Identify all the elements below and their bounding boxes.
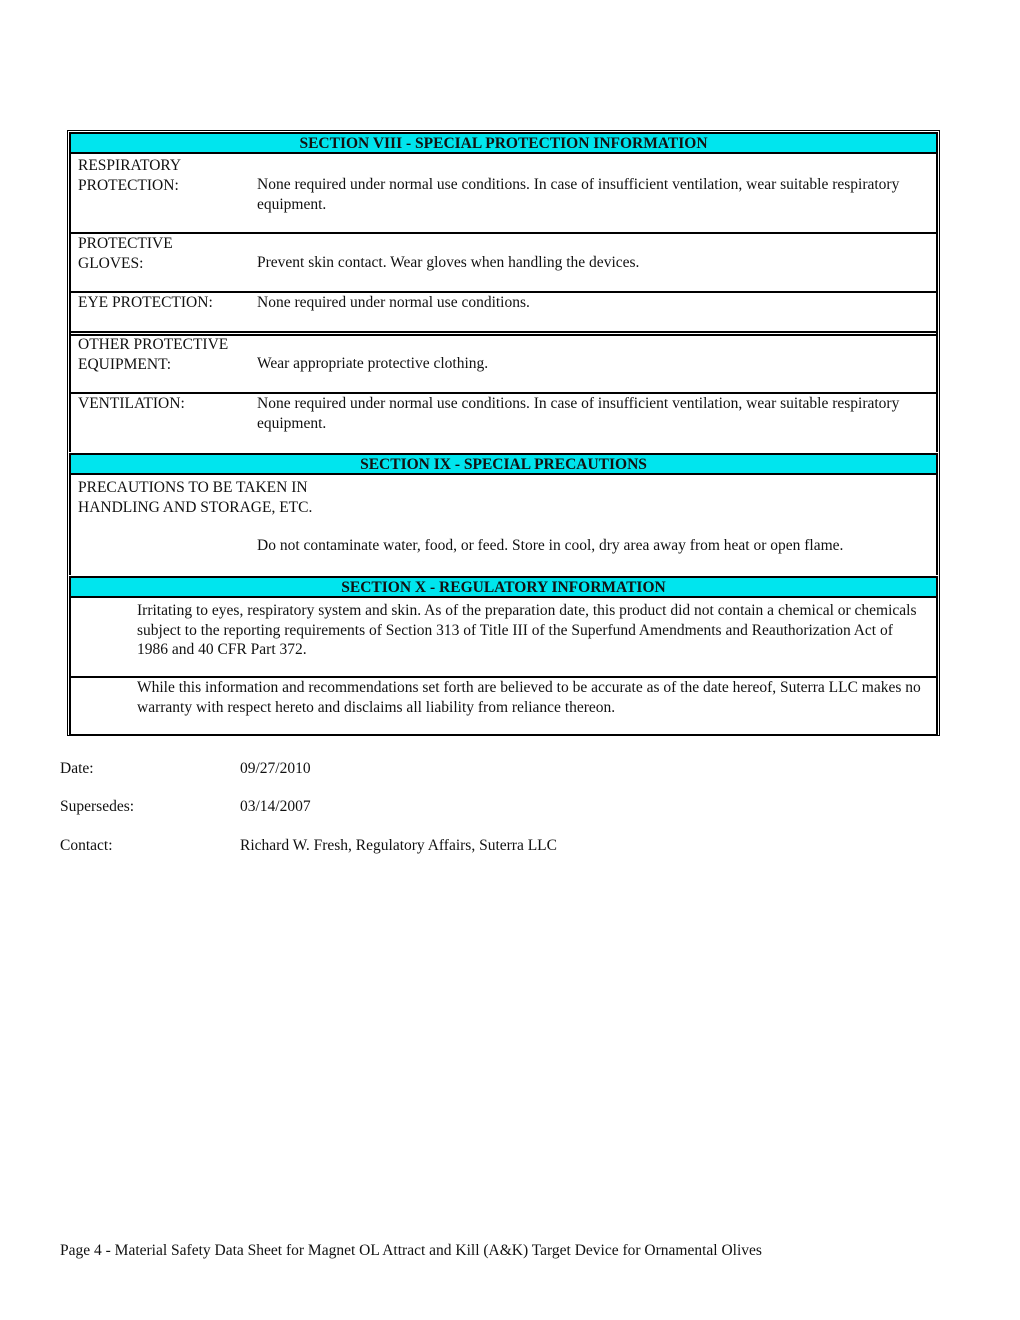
- eye-protection-value: None required under normal use conditions.: [257, 294, 530, 311]
- supersedes-value: 03/14/2007: [240, 798, 311, 815]
- date-value: 09/27/2010: [240, 760, 311, 777]
- ventilation-value: None required under normal use conditions. In case of insufficient ventilation, wear suitable respiratory equipment.: [257, 395, 900, 432]
- section-8-title: SECTION VIII - SPECIAL PROTECTION INFORMATION: [299, 135, 708, 152]
- section-10-title: SECTION X - REGULATORY INFORMATION: [341, 579, 666, 596]
- eye-protection-label: EYE PROTECTION:: [78, 294, 213, 311]
- ventilation-label: VENTILATION:: [78, 395, 185, 412]
- page-footer: Page 4 - Material Safety Data Sheet for Magnet OL Attract and Kill (A&K) Target Device for Ornamental Olives: [60, 1242, 762, 1259]
- respiratory-protection-value: None required under normal use conditions. In case of insufficient ventilation, wear suitable respiratory equipment.: [257, 176, 900, 213]
- section-8-header: [69, 132, 938, 154]
- disclaimer-paragraph: While this information and recommendations set forth are believed to be accurate as of the date hereof, Suterra LLC makes no warranty with respect hereto and disclaims all liability from reliance thereon.: [137, 679, 921, 716]
- regulatory-paragraph: Irritating to eyes, respiratory system and skin. As of the preparation date, this product did not contain a chemical or chemicals subject to the reporting requirements of Section 313 of Title III of the Superfund Amendments and Reauthorization Act of 1986 and 40 CFR Part 372.: [137, 602, 917, 658]
- precautions-label: PRECAUTIONS TO BE TAKEN IN HANDLING AND STORAGE, ETC.: [78, 479, 313, 516]
- other-protective-equipment-label: OTHER PROTECTIVE EQUIPMENT:: [78, 336, 229, 373]
- protective-gloves-label: PROTECTIVE GLOVES:: [78, 235, 173, 272]
- row-divider: [69, 232, 938, 234]
- respiratory-protection-label: RESPIRATORY PROTECTION:: [78, 157, 182, 194]
- protective-gloves-value: Prevent skin contact. Wear gloves when handling the devices.: [257, 254, 640, 271]
- supersedes-label: Supersedes:: [60, 798, 135, 815]
- date-label: Date:: [60, 760, 94, 777]
- contact-value: Richard W. Fresh, Regulatory Affairs, Suterra LLC: [240, 837, 557, 854]
- contact-label: Contact:: [60, 837, 113, 854]
- section-9-title: SECTION IX - SPECIAL PRECAUTIONS: [360, 456, 647, 473]
- other-protective-equipment-value: Wear appropriate protective clothing.: [257, 355, 489, 372]
- section-9-header: [69, 453, 938, 475]
- row-divider: [69, 331, 938, 333]
- precautions-value: Do not contaminate water, food, or feed. Store in cool, dry area away from heat or open flame.: [257, 537, 844, 554]
- section-10-header: [69, 576, 938, 598]
